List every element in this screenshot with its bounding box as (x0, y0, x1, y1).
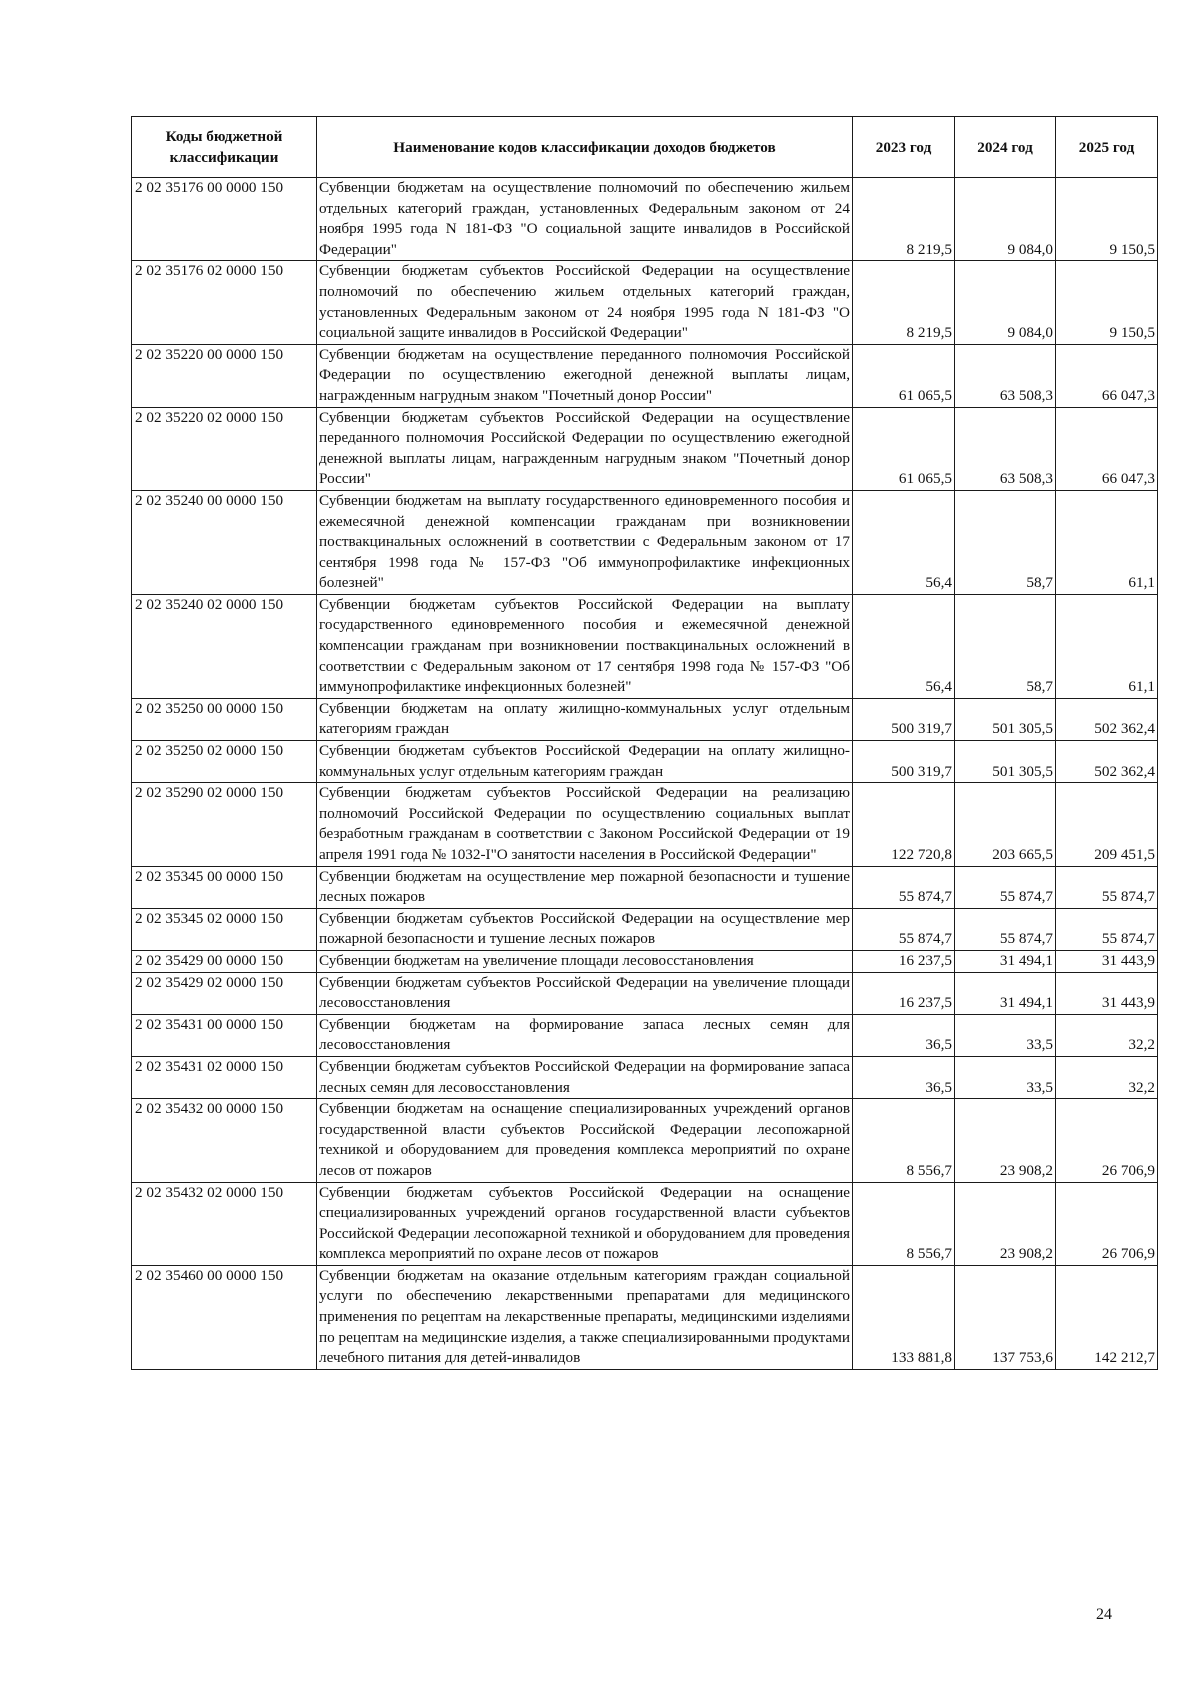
row-value-2024: 9 084,0 (955, 261, 1056, 344)
header-2023: 2023 год (853, 117, 955, 178)
row-code: 2 02 35431 00 0000 150 (132, 1014, 317, 1056)
row-name: Субвенции бюджетам субъектов Российской Федерации на формирование запаса лесных семян для лесовосстановления (317, 1056, 853, 1098)
row-value-2024: 23 908,2 (955, 1182, 1056, 1265)
table-row (132, 741, 1158, 783)
row-code: 2 02 35290 02 0000 150 (132, 783, 317, 866)
row-name: Субвенции бюджетам субъектов Российской Федерации на оснащение специализированных учреждений органов государственной власти субъектов Российской Федерации лесопожарной техникой и оборудованием для проведения комплекса мероприятий по охране лесов от пожаров (317, 1182, 853, 1265)
page-number: 24 (1096, 1606, 1112, 1623)
row-value-2024: 55 874,7 (955, 908, 1056, 950)
row-value-2023: 500 319,7 (853, 698, 955, 740)
table-row (132, 698, 1158, 740)
row-value-2025: 55 874,7 (1056, 866, 1158, 908)
row-name: Субвенции бюджетам на увеличение площади лесовосстановления (317, 950, 853, 972)
row-name: Субвенции бюджетам на оснащение специализированных учреждений органов государственной власти субъектов Российской Федерации лесопожарной техникой и оборудованием для проведения комплекса мероприятий по охране лесов от пожаров (317, 1099, 853, 1182)
row-code: 2 02 35431 02 0000 150 (132, 1056, 317, 1098)
row-code: 2 02 35176 02 0000 150 (132, 261, 317, 344)
row-value-2023: 122 720,8 (853, 783, 955, 866)
row-value-2024: 55 874,7 (955, 866, 1056, 908)
table-row (132, 407, 1158, 490)
row-name: Субвенции бюджетам субъектов Российской Федерации на выплату государственного единовременного пособия и ежемесячной денежной компенсации гражданам при возникновении поствакцинальных осложнений в соответствии с Федеральным законом от 17 сентября 1998 года № 157-ФЗ "Об иммунопрофилактике инфекционных болезней" (317, 594, 853, 698)
row-value-2025: 142 212,7 (1056, 1265, 1158, 1369)
row-name: Субвенции бюджетам на осуществление полномочий по обеспечению жильем отдельных категорий граждан, установленных Федеральным законом от 24 ноября 1995 года N 181-ФЗ "О социальной защите инвалидов в Российской Федерации" (317, 178, 853, 261)
row-value-2023: 61 065,5 (853, 344, 955, 407)
row-value-2024: 501 305,5 (955, 698, 1056, 740)
row-value-2025: 31 443,9 (1056, 972, 1158, 1014)
row-value-2023: 500 319,7 (853, 741, 955, 783)
row-code: 2 02 35176 00 0000 150 (132, 178, 317, 261)
table-row (132, 972, 1158, 1014)
row-name: Субвенции бюджетам субъектов Российской Федерации на осуществление полномочий по обеспечению жильем отдельных категорий граждан, установленных Федеральным законом от 24 ноября 1995 года N 181-ФЗ "О социальной защите инвалидов в Российской Федерации" (317, 261, 853, 344)
header-2024: 2024 год (955, 117, 1056, 178)
row-value-2024: 63 508,3 (955, 344, 1056, 407)
row-value-2023: 8 556,7 (853, 1099, 955, 1182)
row-value-2023: 55 874,7 (853, 908, 955, 950)
row-value-2025: 9 150,5 (1056, 178, 1158, 261)
row-code: 2 02 35345 00 0000 150 (132, 866, 317, 908)
row-name: Субвенции бюджетам на выплату государственного единовременного пособия и ежемесячной денежной компенсации гражданам при возникновении поствакцинальных осложнений в соответствии с Федеральным законом от 17 сентября 1998 года № 157-ФЗ "Об иммунопрофилактике инфекционных болезней" (317, 490, 853, 594)
row-code: 2 02 35220 00 0000 150 (132, 344, 317, 407)
table-row (132, 866, 1158, 908)
row-value-2025: 209 451,5 (1056, 783, 1158, 866)
row-code: 2 02 35429 00 0000 150 (132, 950, 317, 972)
row-code: 2 02 35460 00 0000 150 (132, 1265, 317, 1369)
row-value-2023: 56,4 (853, 594, 955, 698)
row-value-2023: 16 237,5 (853, 972, 955, 1014)
row-value-2024: 23 908,2 (955, 1099, 1056, 1182)
row-name: Субвенции бюджетам на формирование запаса лесных семян для лесовосстановления (317, 1014, 853, 1056)
row-value-2025: 61,1 (1056, 490, 1158, 594)
row-value-2024: 63 508,3 (955, 407, 1056, 490)
row-value-2023: 36,5 (853, 1056, 955, 1098)
row-code: 2 02 35250 02 0000 150 (132, 741, 317, 783)
table-row (132, 261, 1158, 344)
row-value-2025: 55 874,7 (1056, 908, 1158, 950)
row-value-2024: 58,7 (955, 594, 1056, 698)
row-value-2025: 26 706,9 (1056, 1182, 1158, 1265)
table-row (132, 344, 1158, 407)
row-value-2023: 55 874,7 (853, 866, 955, 908)
row-name: Субвенции бюджетам на оказание отдельным категориям граждан социальной услуги по обеспечению лекарственными препаратами для медицинского применения по рецептам на лекарственные препараты, медицинскими изделиями по рецептам на медицинские изделия, а также специализированными продуктами лечебного питания для детей-инвалидов (317, 1265, 853, 1369)
row-value-2023: 8 556,7 (853, 1182, 955, 1265)
table-row (132, 950, 1158, 972)
row-value-2024: 501 305,5 (955, 741, 1056, 783)
table-row (132, 783, 1158, 866)
row-name: Субвенции бюджетам субъектов Российской Федерации на осуществление мер пожарной безопасности и тушение лесных пожаров (317, 908, 853, 950)
row-value-2023: 56,4 (853, 490, 955, 594)
row-code: 2 02 35429 02 0000 150 (132, 972, 317, 1014)
table-row (132, 490, 1158, 594)
row-value-2025: 502 362,4 (1056, 741, 1158, 783)
row-value-2023: 36,5 (853, 1014, 955, 1056)
header-code: Коды бюджетной классификации (132, 117, 317, 178)
table-row (132, 1182, 1158, 1265)
row-value-2025: 32,2 (1056, 1056, 1158, 1098)
row-name: Субвенции бюджетам на оплату жилищно-коммунальных услуг отдельным категориям граждан (317, 698, 853, 740)
row-value-2024: 31 494,1 (955, 972, 1056, 1014)
row-value-2024: 33,5 (955, 1056, 1056, 1098)
row-value-2025: 61,1 (1056, 594, 1158, 698)
row-value-2023: 133 881,8 (853, 1265, 955, 1369)
table-header-row (132, 117, 1158, 178)
row-value-2025: 26 706,9 (1056, 1099, 1158, 1182)
row-name: Субвенции бюджетам субъектов Российской Федерации на осуществление переданного полномочия Российской Федерации по осуществлению ежегодной денежной выплаты лицам, награжденным нагрудным знаком "Почетный донор России" (317, 407, 853, 490)
table-row (132, 1014, 1158, 1056)
row-name: Субвенции бюджетам на осуществление переданного полномочия Российской Федерации по осуществлению ежегодной денежной выплаты лицам, награжденным нагрудным знаком "Почетный донор России" (317, 344, 853, 407)
row-code: 2 02 35240 02 0000 150 (132, 594, 317, 698)
budget-revenue-table (131, 116, 1158, 1370)
table-row (132, 1056, 1158, 1098)
header-name: Наименование кодов классификации доходов бюджетов (317, 117, 853, 178)
row-code: 2 02 35432 00 0000 150 (132, 1099, 317, 1182)
table-body (132, 178, 1158, 1370)
row-value-2023: 8 219,5 (853, 178, 955, 261)
row-value-2025: 9 150,5 (1056, 261, 1158, 344)
row-value-2024: 9 084,0 (955, 178, 1056, 261)
row-value-2024: 137 753,6 (955, 1265, 1056, 1369)
row-value-2023: 61 065,5 (853, 407, 955, 490)
row-code: 2 02 35220 02 0000 150 (132, 407, 317, 490)
row-name: Субвенции бюджетам субъектов Российской Федерации на оплату жилищно-коммунальных услуг отдельным категориям граждан (317, 741, 853, 783)
row-value-2025: 32,2 (1056, 1014, 1158, 1056)
row-value-2025: 31 443,9 (1056, 950, 1158, 972)
row-code: 2 02 35250 00 0000 150 (132, 698, 317, 740)
row-name: Субвенции бюджетам субъектов Российской Федерации на увеличение площади лесовосстановления (317, 972, 853, 1014)
row-code: 2 02 35345 02 0000 150 (132, 908, 317, 950)
row-value-2024: 31 494,1 (955, 950, 1056, 972)
row-value-2025: 502 362,4 (1056, 698, 1158, 740)
row-value-2023: 8 219,5 (853, 261, 955, 344)
row-name: Субвенции бюджетам на осуществление мер пожарной безопасности и тушение лесных пожаров (317, 866, 853, 908)
table-row (132, 1265, 1158, 1369)
row-value-2025: 66 047,3 (1056, 344, 1158, 407)
table-row (132, 178, 1158, 261)
header-2025: 2025 год (1056, 117, 1158, 178)
row-code: 2 02 35432 02 0000 150 (132, 1182, 317, 1265)
row-name: Субвенции бюджетам субъектов Российской Федерации на реализацию полномочий Российской Федерации по осуществлению социальных выплат безработным гражданам в соответствии с Законом Российской Федерации от 19 апреля 1991 года № 1032-I"О занятости населения в Российской Федерации" (317, 783, 853, 866)
row-value-2024: 33,5 (955, 1014, 1056, 1056)
table-row (132, 594, 1158, 698)
row-value-2025: 66 047,3 (1056, 407, 1158, 490)
row-code: 2 02 35240 00 0000 150 (132, 490, 317, 594)
row-value-2023: 16 237,5 (853, 950, 955, 972)
row-value-2024: 58,7 (955, 490, 1056, 594)
table-row (132, 908, 1158, 950)
table-row (132, 1099, 1158, 1182)
row-value-2024: 203 665,5 (955, 783, 1056, 866)
